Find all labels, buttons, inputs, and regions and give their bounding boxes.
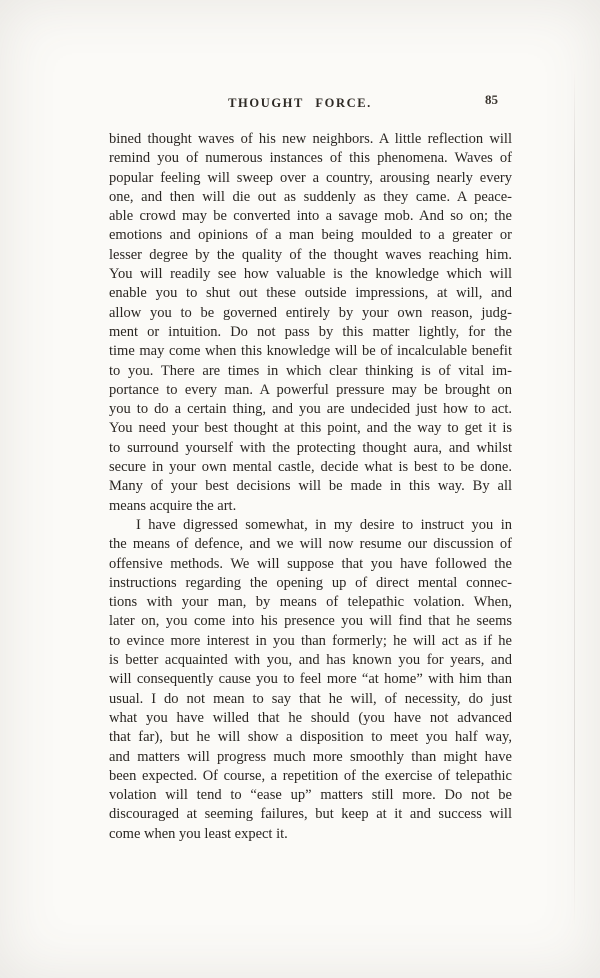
- text-line: volation will tend to “ease up” matters still more. Do not be: [109, 787, 512, 804]
- text-line: emotions and opinions of a man being moulded to a greater or: [109, 227, 512, 244]
- text-line: will consequently cause you to feel more “at home” with him than: [109, 671, 512, 688]
- text-line: what you have willed that he should (you have not advanced: [109, 709, 512, 726]
- text-line: to you. There are times in which clear thinking is of vital im-: [109, 362, 512, 379]
- page-header: [0, 0, 600, 114]
- text-line: offensive methods. We will suppose that you have followed the: [109, 555, 512, 572]
- text-line: discouraged at seeming failures, but keep at it and success will: [109, 806, 512, 823]
- text-line: ment or intuition. Do not pass by this matter lightly, for the: [109, 323, 512, 340]
- text-line: instructions regarding the opening up of direct mental connec-: [109, 574, 512, 591]
- text-line: allow you to be governed entirely by your own reason, judg-: [109, 304, 512, 321]
- text-line: to surround yourself with the protecting thought aura, and whilst: [109, 439, 512, 456]
- text-line: tions with your man, by means of telepathic volation. When,: [109, 594, 512, 611]
- text-line: portance to every man. A powerful pressure may be brought on: [109, 381, 512, 398]
- text-line: able crowd may be converted into a savage mob. And so on; the: [109, 208, 512, 225]
- text-line: You will readily see how valuable is the knowledge which will: [109, 266, 512, 283]
- text-line: is better acquainted with you, and has known you for years, and: [109, 652, 512, 669]
- text-line: secure in your own mental castle, decide what is best to be done.: [109, 459, 512, 476]
- text-line: remind you of numerous instances of this phenomena. Waves of: [109, 150, 512, 167]
- text-line: usual. I do not mean to say that he will, of necessity, do just: [109, 690, 512, 707]
- text-line: time may come when this knowledge will be of incalculable benefit: [109, 343, 512, 360]
- text-line: lesser degree by the quality of the thought waves reaching him.: [109, 246, 512, 263]
- text-line: You need your best thought at this point, and the way to get it is: [109, 420, 512, 437]
- text-line: one, and then will die out as suddenly as they came. A peace-: [109, 188, 512, 205]
- text-line: you to do a certain thing, and you are undecided just how to act.: [109, 401, 512, 418]
- text-line: enable you to shut out these outside impressions, at will, and: [109, 285, 512, 302]
- text-line: that far), but he will show a disposition to meet you half way,: [109, 729, 512, 746]
- scan-artifact-line: [574, 70, 575, 928]
- text-line: been expected. Of course, a repetition of the exercise of telepathic: [109, 767, 512, 784]
- text-line: later on, you come into his presence you will find that he seems: [109, 613, 512, 630]
- text-line: and matters will progress much more smoothly than might have: [109, 748, 512, 765]
- text-line: popular feeling will sweep over a country, arousing nearly every: [109, 169, 512, 186]
- text-line: the means of defence, and we will now resume our discussion of: [109, 536, 512, 553]
- page-number: 85: [485, 92, 498, 107]
- body-text: [109, 130, 512, 844]
- text-line: come when you least expect it.: [109, 825, 288, 842]
- text-line: bined thought waves of his new neighbors. A little reflection will: [109, 131, 512, 147]
- text-line: Many of your best decisions will be made in this way. By all: [109, 478, 512, 495]
- running-title: THOUGHT FORCE.: [228, 96, 372, 110]
- text-line: I have digressed somewhat, in my desire to instruct you in: [136, 516, 512, 533]
- text-line: to evince more interest in you than formerly; he will act as if he: [109, 632, 512, 649]
- text-line: means acquire the art.: [109, 497, 237, 514]
